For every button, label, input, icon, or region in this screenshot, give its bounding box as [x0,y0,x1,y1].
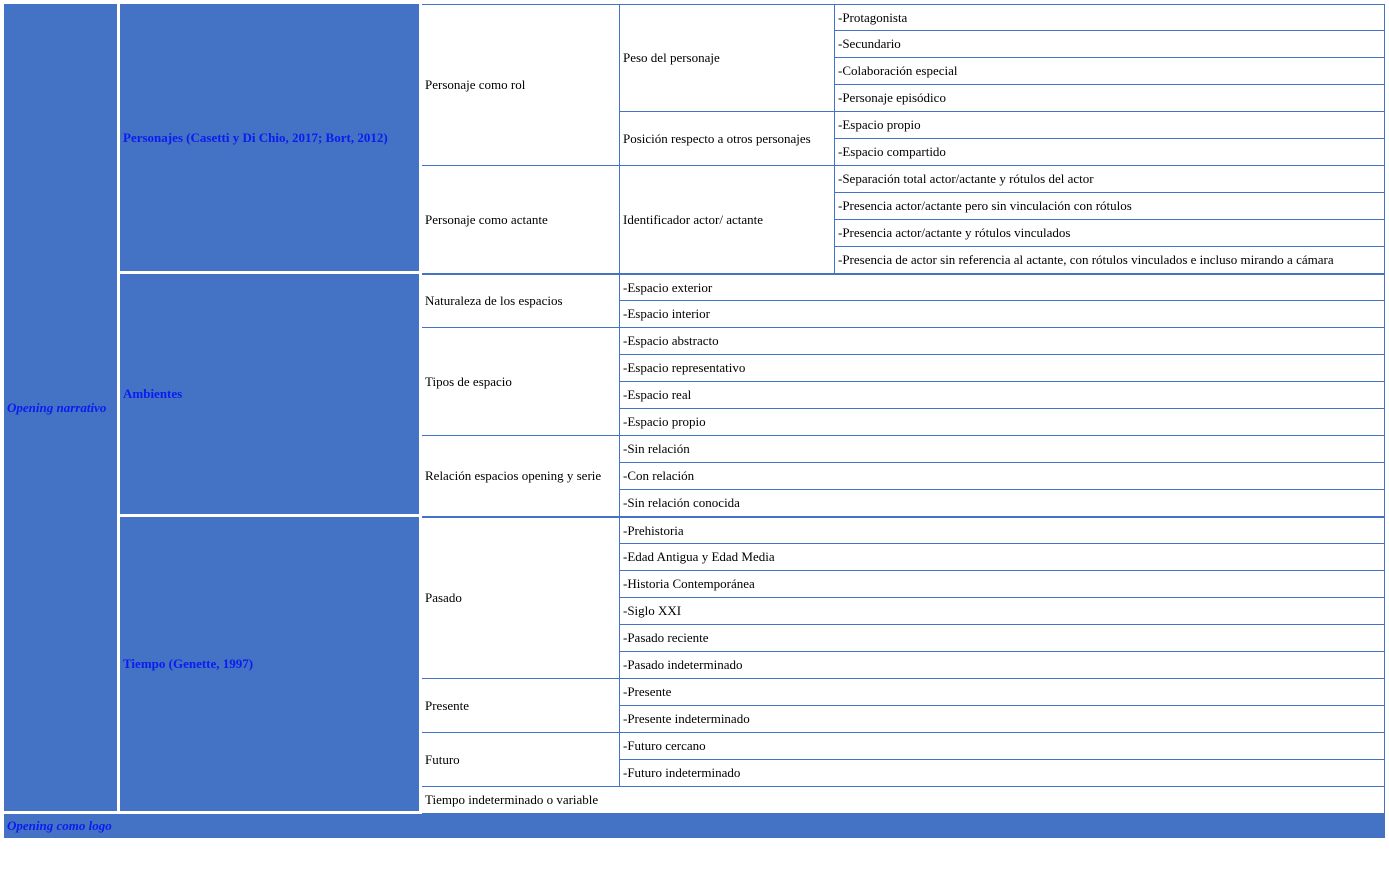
opening-logo-cell: Opening como logo [4,814,1385,838]
list-item: -Secundario [835,31,1385,58]
list-item: -Presente indeterminado [620,706,1385,733]
list-item: -Espacio representativo [620,355,1385,382]
list-item: -Sin relación conocida [620,490,1385,517]
tiempo-cell: Tiempo (Genette, 1997) [120,517,422,814]
table-row [4,4,1385,31]
futuro-cell: Futuro [422,733,620,787]
list-item: -Prehistoria [620,517,1385,544]
naturaleza-espacios-cell: Naturaleza de los espacios [422,274,620,328]
ambientes-cell: Ambientes [120,274,422,517]
list-item: -Edad Antigua y Edad Media [620,544,1385,571]
list-item: -Pasado reciente [620,625,1385,652]
list-item: -Personaje episódico [835,85,1385,112]
list-item: -Espacio propio [620,409,1385,436]
personajes-cell: Personajes (Casetti y Di Chio, 2017; Bort, 2012) [120,4,422,274]
list-item: -Presente [620,679,1385,706]
table-row [4,517,1385,544]
list-item: -Espacio interior [620,301,1385,328]
list-item: -Espacio exterior [620,274,1385,301]
list-item: -Presencia actor/actante pero sin vinculación con rótulos [835,193,1385,220]
opening-narrativo-cell: Opening narrativo [4,4,120,814]
list-item: -Sin relación [620,436,1385,463]
list-item: -Historia Contemporánea [620,571,1385,598]
table-row [4,274,1385,301]
tipos-espacio-cell: Tipos de espacio [422,328,620,436]
list-item: -Espacio compartido [835,139,1385,166]
list-item: -Colaboración especial [835,58,1385,85]
list-item: -Espacio propio [835,112,1385,139]
posicion-personajes-cell: Posición respecto a otros personajes [620,112,835,166]
personaje-rol-cell: Personaje como rol [422,4,620,166]
list-item: -Separación total actor/actante y rótulos del actor [835,166,1385,193]
relacion-espacios-cell: Relación espacios opening y serie [422,436,620,517]
list-item: -Espacio abstracto [620,328,1385,355]
taxonomy-table [4,4,1385,838]
list-item: -Protagonista [835,4,1385,31]
list-item: -Presencia actor/actante y rótulos vinculados [835,220,1385,247]
presente-cell: Presente [422,679,620,733]
list-item: -Espacio real [620,382,1385,409]
pasado-cell: Pasado [422,517,620,679]
peso-personaje-cell: Peso del personaje [620,4,835,112]
tiempo-indeterminado-cell: Tiempo indeterminado o variable [422,787,1385,814]
list-item: -Futuro cercano [620,733,1385,760]
list-item: -Siglo XXI [620,598,1385,625]
list-item: -Pasado indeterminado [620,652,1385,679]
list-item: -Futuro indeterminado [620,760,1385,787]
identificador-actante-cell: Identificador actor/ actante [620,166,835,274]
list-item: -Con relación [620,463,1385,490]
personaje-actante-cell: Personaje como actante [422,166,620,274]
list-item: -Presencia de actor sin referencia al actante, con rótulos vinculados e incluso mirando a cámara [835,247,1385,274]
table-row [4,814,1385,838]
